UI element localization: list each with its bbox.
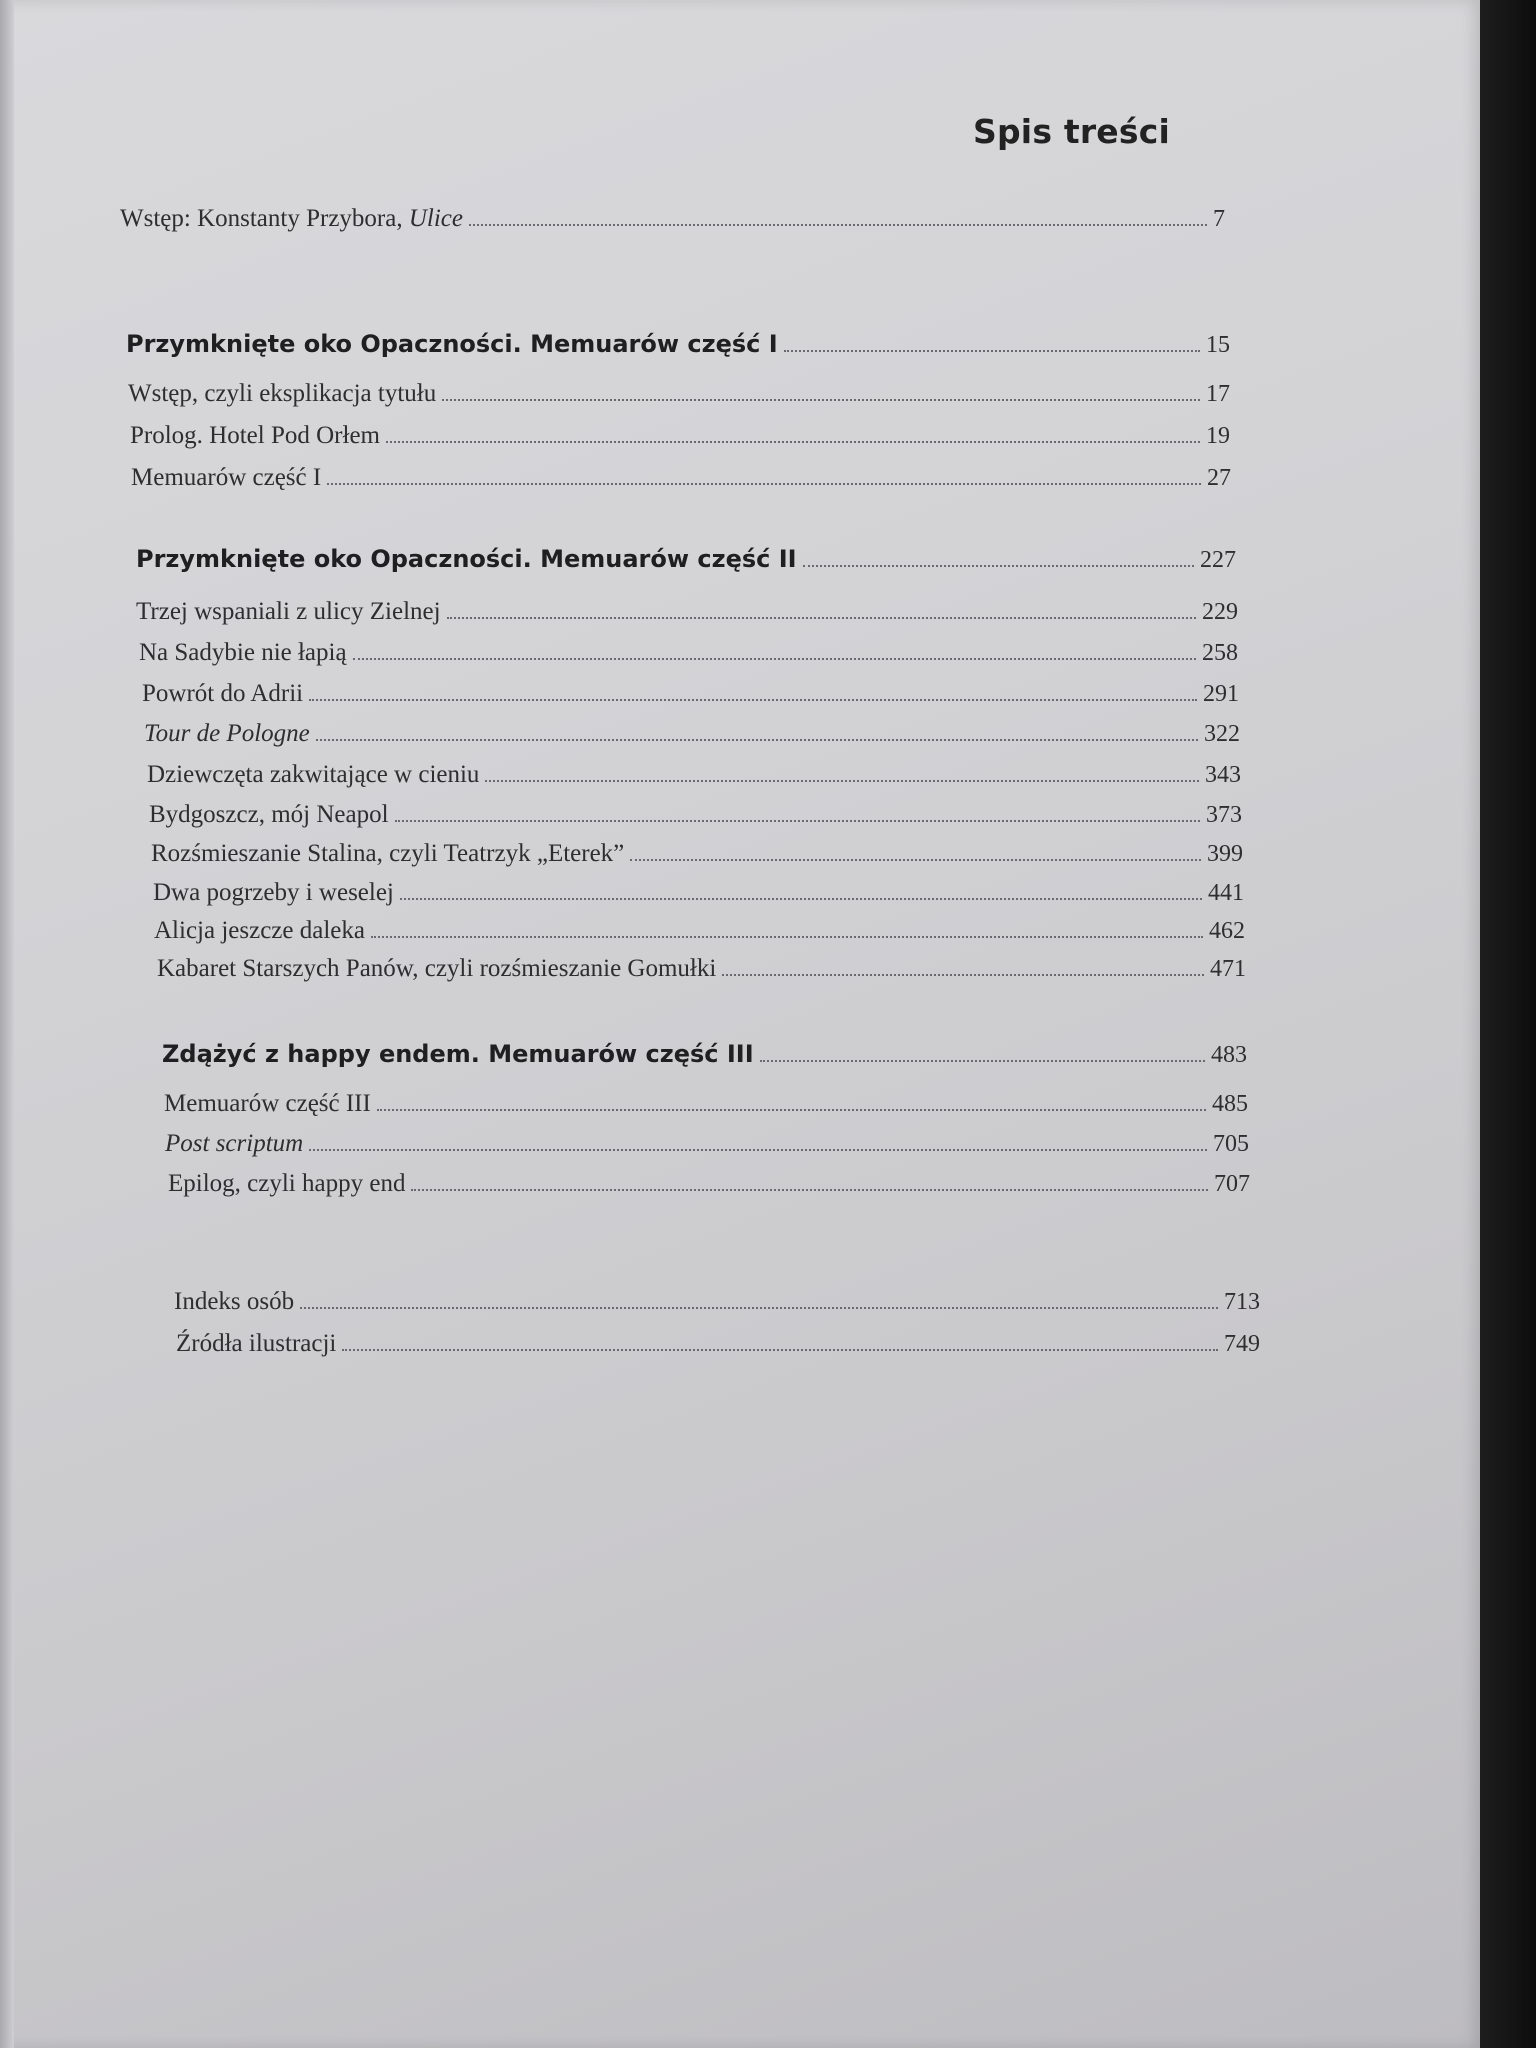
toc-page-number: 229 — [1202, 599, 1238, 625]
toc-page-number: 15 — [1206, 332, 1230, 358]
toc-leader — [371, 936, 1203, 938]
toc-row-part3-2 — [165, 1130, 1249, 1158]
toc-label: Dwa pogrzeby i weselej — [153, 879, 394, 906]
toc-heading-part1 — [126, 330, 1230, 359]
toc-label: Źródła ilustracji — [176, 1330, 337, 1357]
toc-label: Prolog. Hotel Pod Orłem — [130, 422, 380, 449]
toc-label: Indeks osób — [174, 1288, 295, 1315]
toc-leader — [447, 617, 1196, 619]
toc-page-number: 27 — [1207, 465, 1231, 491]
toc-row-part3-3 — [168, 1170, 1250, 1198]
toc-leader — [316, 739, 1198, 741]
toc-label: Powrót do Adrii — [142, 680, 304, 707]
toc-leader — [327, 483, 1201, 485]
page-title: Spis treści — [973, 112, 1170, 151]
toc-row-part2-7 — [151, 840, 1243, 868]
toc-page-number: 485 — [1212, 1091, 1248, 1117]
toc-label: Memuarów część I — [131, 464, 322, 491]
toc-page-number: 373 — [1206, 802, 1242, 828]
toc-leader — [309, 699, 1197, 701]
toc-heading-label: Przymknięte oko Opaczności. Memuarów część II — [136, 545, 797, 573]
toc-page-number: 707 — [1214, 1171, 1250, 1197]
toc-leader — [395, 820, 1200, 822]
toc-leader — [377, 1109, 1206, 1111]
toc-row-part2-10 — [157, 955, 1246, 983]
toc-label: Na Sadybie nie łapią — [139, 639, 347, 666]
toc-label: Wstęp, czyli eksplikacja tytułu — [128, 380, 437, 407]
backdrop — [1475, 0, 1536, 2048]
toc-row-part2-2 — [139, 639, 1238, 667]
toc-row-part2-9 — [154, 917, 1245, 945]
toc-row-sources — [176, 1330, 1260, 1358]
toc-row-part3-1 — [164, 1090, 1248, 1118]
toc-leader — [469, 224, 1207, 226]
page-edge — [0, 0, 14, 2048]
toc-leader — [722, 974, 1204, 976]
toc-label-italic: Ulice — [408, 205, 463, 232]
toc-label — [120, 205, 463, 233]
toc-page-number: 483 — [1211, 1042, 1247, 1068]
toc-leader — [760, 1060, 1205, 1062]
toc-label: Trzej wspaniali z ulicy Zielnej — [136, 598, 441, 625]
toc-page-number: 399 — [1207, 841, 1243, 867]
toc-label: Kabaret Starszych Panów, czyli rozśmieszanie Gomułki — [157, 955, 717, 982]
toc-heading-label: Zdążyć z happy endem. Memuarów część III — [162, 1040, 754, 1068]
toc-page-number: 749 — [1224, 1331, 1260, 1357]
toc-label: Rozśmieszanie Stalina, czyli Teatrzyk „Eterek” — [151, 840, 625, 867]
toc-page-number: 227 — [1200, 547, 1236, 573]
toc-row-part2-5 — [147, 761, 1241, 789]
toc-row-index — [174, 1288, 1260, 1316]
toc-label: Post scriptum — [165, 1130, 304, 1157]
toc-page-number: 343 — [1205, 762, 1241, 788]
toc-label: Dziewczęta zakwitające w cieniu — [147, 761, 480, 788]
toc-leader — [309, 1149, 1207, 1151]
toc-leader — [784, 350, 1200, 352]
toc-label: Memuarów część III — [164, 1090, 371, 1117]
toc-row-intro — [120, 205, 1225, 233]
toc-label: Epilog, czyli happy end — [168, 1170, 406, 1197]
toc-page-number: 258 — [1202, 640, 1238, 666]
toc-leader — [803, 565, 1194, 567]
toc-leader — [630, 859, 1201, 861]
toc-page-number: 471 — [1210, 956, 1246, 982]
toc-page-number: 17 — [1206, 381, 1230, 407]
toc-page-number: 19 — [1206, 423, 1230, 449]
toc-label: Bydgoszcz, mój Neapol — [149, 801, 389, 828]
toc-leader — [485, 780, 1199, 782]
toc-page-number: 7 — [1213, 206, 1225, 232]
toc-heading-part2 — [136, 545, 1236, 574]
toc-page-number: 441 — [1208, 880, 1244, 906]
toc-row-part2-8 — [153, 879, 1244, 907]
toc-row-part1-1 — [128, 380, 1230, 408]
toc-row-part2-3 — [142, 680, 1239, 708]
toc-label: Alicja jeszcze daleka — [154, 917, 365, 944]
toc-label: Tour de Pologne — [144, 720, 310, 747]
toc-page-number: 713 — [1224, 1289, 1260, 1315]
toc-leader — [411, 1189, 1208, 1191]
toc-leader — [386, 441, 1200, 443]
toc-row-part1-3 — [131, 464, 1231, 492]
toc-leader — [400, 898, 1202, 900]
toc-label-text: Wstęp: Konstanty Przybora, — [120, 205, 409, 232]
toc-page-number: 322 — [1204, 721, 1240, 747]
toc-heading-label: Przymknięte oko Opaczności. Memuarów część I — [126, 330, 778, 358]
toc-leader — [353, 658, 1196, 660]
toc-page-number: 705 — [1213, 1131, 1249, 1157]
toc-row-part2-4 — [144, 720, 1240, 748]
toc-heading-part3 — [162, 1040, 1247, 1069]
toc-page-number: 462 — [1209, 918, 1245, 944]
toc-leader — [342, 1349, 1218, 1351]
toc-row-part1-2 — [130, 422, 1230, 450]
toc-row-part2-6 — [149, 801, 1242, 829]
toc-leader — [300, 1307, 1218, 1309]
toc-page-number: 291 — [1203, 681, 1239, 707]
toc-row-part2-1 — [136, 598, 1238, 626]
toc-leader — [442, 399, 1200, 401]
